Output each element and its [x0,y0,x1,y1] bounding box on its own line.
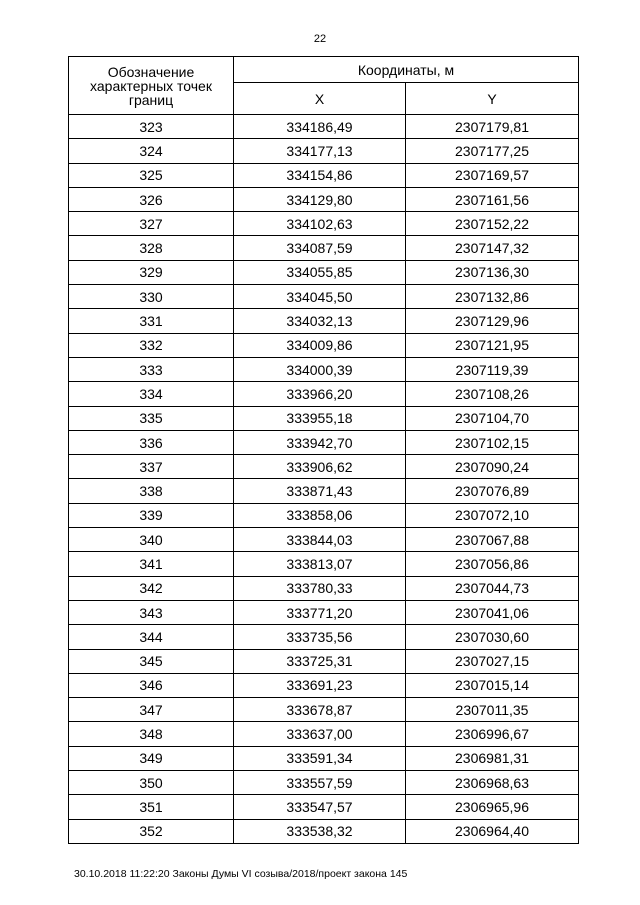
y-coordinate-cell: 2307056,86 [406,552,579,576]
y-coordinate-cell: 2307121,95 [406,333,579,357]
y-coordinate-cell: 2307011,35 [406,698,579,722]
point-number-cell: 332 [69,333,234,357]
table-row [69,600,579,624]
point-number-cell: 323 [69,115,234,139]
page-number: 22 [313,33,327,45]
table-row [69,187,579,211]
point-number-cell: 330 [69,285,234,309]
table-row [69,576,579,600]
point-number-cell: 328 [69,236,234,260]
point-number-cell: 338 [69,479,234,503]
x-coordinate-cell: 333780,33 [234,576,406,600]
table-row [69,139,579,163]
x-coordinate-cell: 333735,56 [234,625,406,649]
y-coordinate-cell: 2306965,96 [406,795,579,819]
y-coordinate-cell: 2307076,89 [406,479,579,503]
coordinates-table [68,56,579,844]
point-number-cell: 326 [69,187,234,211]
x-coordinate-cell: 333591,34 [234,746,406,770]
point-number-cell: 347 [69,698,234,722]
point-number-cell: 342 [69,576,234,600]
x-coordinate-cell: 334102,63 [234,212,406,236]
x-coordinate-cell: 334154,86 [234,163,406,187]
point-number-cell: 344 [69,625,234,649]
point-number-cell: 343 [69,600,234,624]
table-row [69,479,579,503]
table-row [69,552,579,576]
x-coordinate-cell: 333844,03 [234,528,406,552]
point-number-cell: 335 [69,406,234,430]
x-coordinate-cell: 334032,13 [234,309,406,333]
point-number-cell: 352 [69,819,234,843]
point-number-cell: 349 [69,746,234,770]
y-coordinate-cell: 2307161,56 [406,187,579,211]
x-coordinate-cell: 334045,50 [234,285,406,309]
table-row [69,212,579,236]
table-row [69,382,579,406]
x-coordinate-cell: 333871,43 [234,479,406,503]
point-number-cell: 333 [69,357,234,381]
header-x: X [234,83,406,115]
point-number-cell: 350 [69,771,234,795]
y-coordinate-cell: 2307152,22 [406,212,579,236]
x-coordinate-cell: 333691,23 [234,673,406,697]
table-row [69,746,579,770]
y-coordinate-cell: 2307102,15 [406,430,579,454]
y-coordinate-cell: 2306981,31 [406,746,579,770]
point-number-cell: 351 [69,795,234,819]
x-coordinate-cell: 334055,85 [234,260,406,284]
table-row [69,503,579,527]
point-number-cell: 331 [69,309,234,333]
table-row [69,285,579,309]
table-row [69,528,579,552]
table-row [69,357,579,381]
x-coordinate-cell: 333538,32 [234,819,406,843]
table-row [69,673,579,697]
point-number-cell: 337 [69,455,234,479]
x-coordinate-cell: 333557,59 [234,771,406,795]
table-row [69,236,579,260]
table-row [69,115,579,139]
table-row [69,163,579,187]
x-coordinate-cell: 334177,13 [234,139,406,163]
table-row [69,406,579,430]
table-row [69,722,579,746]
x-coordinate-cell: 334000,39 [234,357,406,381]
y-coordinate-cell: 2307177,25 [406,139,579,163]
x-coordinate-cell: 333547,57 [234,795,406,819]
y-coordinate-cell: 2307119,39 [406,357,579,381]
point-number-cell: 325 [69,163,234,187]
y-coordinate-cell: 2307169,57 [406,163,579,187]
table-row [69,430,579,454]
x-coordinate-cell: 334009,86 [234,333,406,357]
y-coordinate-cell: 2307030,60 [406,625,579,649]
x-coordinate-cell: 333678,87 [234,698,406,722]
x-coordinate-cell: 334087,59 [234,236,406,260]
y-coordinate-cell: 2306996,67 [406,722,579,746]
y-coordinate-cell: 2307072,10 [406,503,579,527]
table-row [69,333,579,357]
y-coordinate-cell: 2307129,96 [406,309,579,333]
y-coordinate-cell: 2307179,81 [406,115,579,139]
header-coordinates: Координаты, м [234,57,579,83]
y-coordinate-cell: 2307136,30 [406,260,579,284]
table-row [69,260,579,284]
y-coordinate-cell: 2307147,32 [406,236,579,260]
point-number-cell: 336 [69,430,234,454]
y-coordinate-cell: 2307132,86 [406,285,579,309]
point-number-cell: 329 [69,260,234,284]
y-coordinate-cell: 2307044,73 [406,576,579,600]
footer-stamp: 30.10.2018 11:22:20 Законы Думы VI созыва/2018/проект закона 145 [74,868,408,880]
point-number-cell: 339 [69,503,234,527]
x-coordinate-cell: 333955,18 [234,406,406,430]
y-coordinate-cell: 2307041,06 [406,600,579,624]
y-coordinate-cell: 2307027,15 [406,649,579,673]
point-number-cell: 334 [69,382,234,406]
table-body [69,115,579,844]
x-coordinate-cell: 333813,07 [234,552,406,576]
table-row [69,819,579,843]
point-number-cell: 327 [69,212,234,236]
table-row [69,625,579,649]
point-number-cell: 324 [69,139,234,163]
x-coordinate-cell: 334129,80 [234,187,406,211]
y-coordinate-cell: 2307108,26 [406,382,579,406]
table-row [69,455,579,479]
y-coordinate-cell: 2307067,88 [406,528,579,552]
x-coordinate-cell: 333725,31 [234,649,406,673]
header-designation: Обозначение характерных точек границ [69,57,234,115]
point-number-cell: 346 [69,673,234,697]
point-number-cell: 340 [69,528,234,552]
y-coordinate-cell: 2307015,14 [406,673,579,697]
y-coordinate-cell: 2307104,70 [406,406,579,430]
y-coordinate-cell: 2306964,40 [406,819,579,843]
x-coordinate-cell: 333637,00 [234,722,406,746]
x-coordinate-cell: 333966,20 [234,382,406,406]
x-coordinate-cell: 333858,06 [234,503,406,527]
point-number-cell: 348 [69,722,234,746]
x-coordinate-cell: 333906,62 [234,455,406,479]
table-row [69,698,579,722]
point-number-cell: 345 [69,649,234,673]
table-row [69,649,579,673]
x-coordinate-cell: 333771,20 [234,600,406,624]
x-coordinate-cell: 334186,49 [234,115,406,139]
y-coordinate-cell: 2306968,63 [406,771,579,795]
point-number-cell: 341 [69,552,234,576]
table-row [69,309,579,333]
y-coordinate-cell: 2307090,24 [406,455,579,479]
x-coordinate-cell: 333942,70 [234,430,406,454]
table-row [69,771,579,795]
header-y: Y [406,83,579,115]
table-row [69,795,579,819]
